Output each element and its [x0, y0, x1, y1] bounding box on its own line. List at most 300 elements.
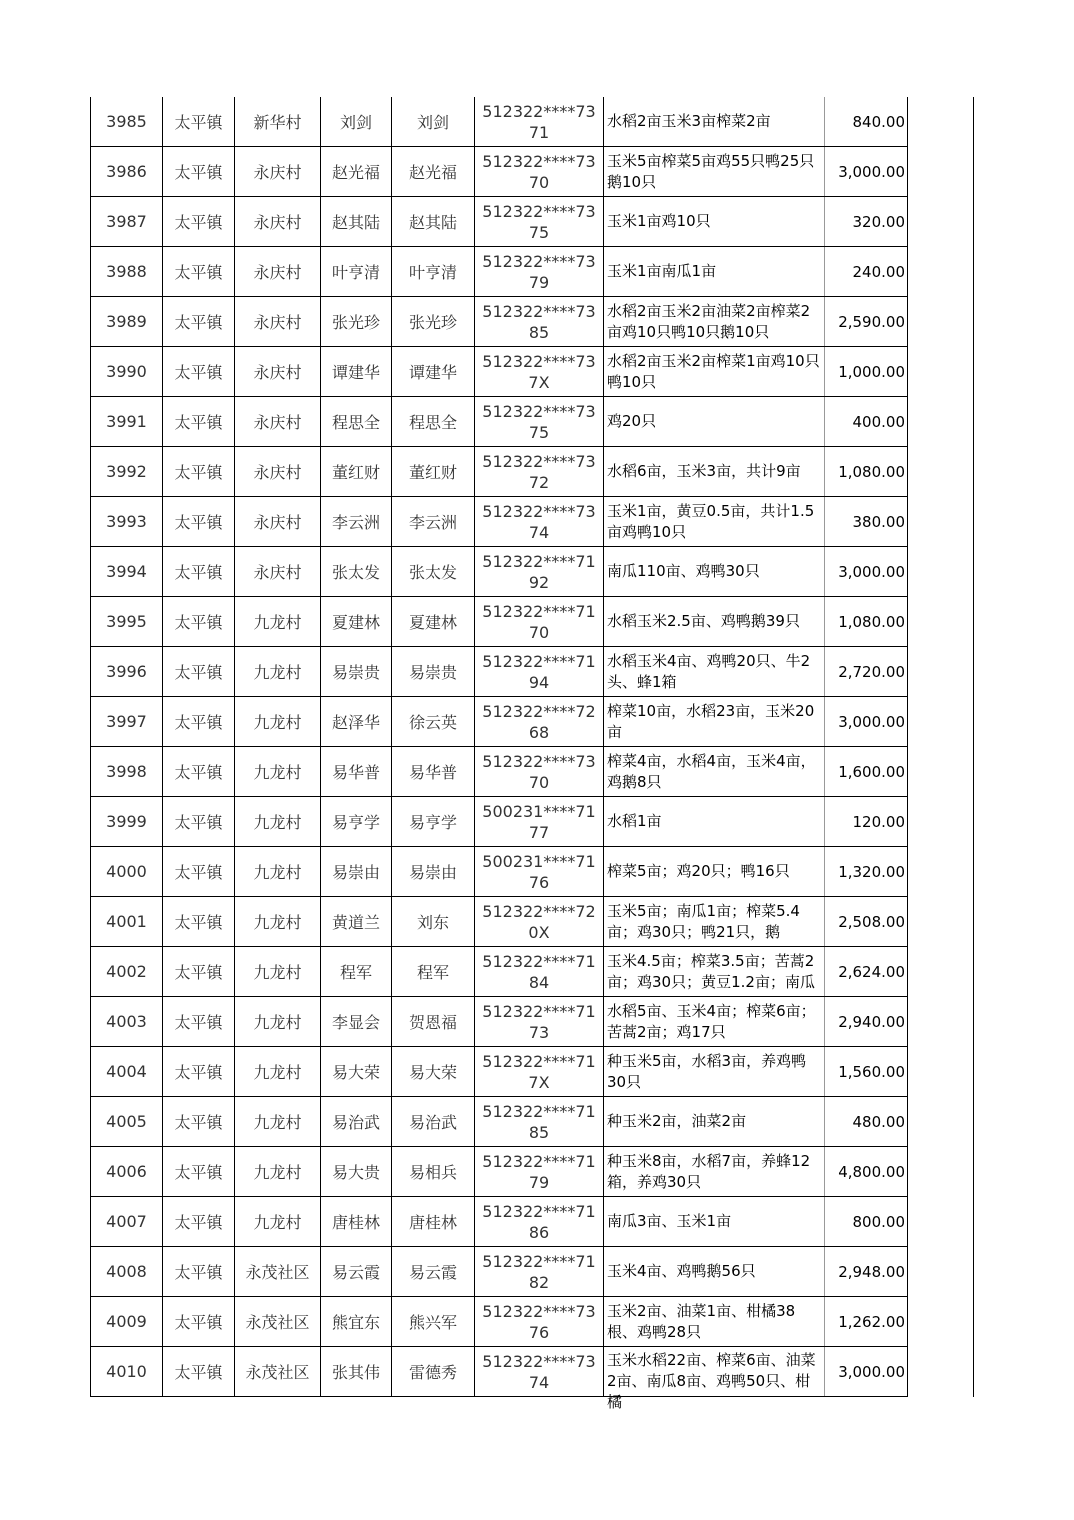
household-head-cell: 李云洲 — [321, 497, 392, 547]
blank-cell — [908, 597, 974, 647]
id-number-line1: 512322****73 — [482, 1351, 596, 1371]
id-number-line1: 512322****73 — [482, 451, 596, 471]
amount-cell: 1,560.00 — [825, 1047, 908, 1097]
id-number-line2: 85 — [528, 322, 550, 342]
production-description-cell — [604, 97, 825, 147]
id-number-line1: 512322****71 — [482, 1001, 596, 1021]
blank-cell — [908, 197, 974, 247]
recipient-name-cell: 董红财 — [392, 447, 475, 497]
table-row — [91, 997, 974, 1047]
village-cell: 永庆村 — [235, 197, 321, 247]
id-number-cell — [475, 1297, 604, 1347]
blank-cell — [908, 297, 974, 347]
blank-cell — [908, 247, 974, 297]
town-cell: 太平镇 — [163, 897, 235, 947]
id-number-line2: 72 — [528, 472, 550, 492]
table-row — [91, 1097, 974, 1147]
serial-number-cell: 3987 — [91, 197, 163, 247]
household-head-cell: 董红财 — [321, 447, 392, 497]
id-number-cell — [475, 747, 604, 797]
table-row — [91, 1047, 974, 1097]
town-cell: 太平镇 — [163, 1247, 235, 1297]
village-cell: 九龙村 — [235, 1147, 321, 1197]
recipient-name-cell: 易云霞 — [392, 1247, 475, 1297]
village-cell: 九龙村 — [235, 647, 321, 697]
id-number-line1: 512322****71 — [482, 1251, 596, 1271]
village-cell: 九龙村 — [235, 597, 321, 647]
production-description-cell — [604, 397, 825, 447]
serial-number-cell: 4010 — [91, 1347, 163, 1397]
production-description-cell — [604, 347, 825, 397]
serial-number-cell: 4006 — [91, 1147, 163, 1197]
blank-cell — [908, 347, 974, 397]
id-number-line2: 7X — [528, 1072, 550, 1092]
household-head-cell: 易崇贵 — [321, 647, 392, 697]
recipient-name-cell: 李云洲 — [392, 497, 475, 547]
table-row — [91, 697, 974, 747]
id-number-line1: 512322****71 — [482, 1101, 596, 1121]
id-number-line1: 512322****73 — [482, 1301, 596, 1321]
household-head-cell: 程思全 — [321, 397, 392, 447]
serial-number-cell: 3996 — [91, 647, 163, 697]
serial-number-cell: 3986 — [91, 147, 163, 197]
production-description-text: 玉米1亩南瓜1亩 — [607, 262, 717, 280]
serial-number-cell: 3992 — [91, 447, 163, 497]
recipient-name-cell: 唐桂林 — [392, 1197, 475, 1247]
table-row — [91, 897, 974, 947]
production-description-cell — [604, 697, 825, 747]
id-number-line2: 79 — [528, 272, 550, 292]
id-number-cell — [475, 647, 604, 697]
recipient-name-cell: 张太发 — [392, 547, 475, 597]
village-cell: 九龙村 — [235, 1097, 321, 1147]
table-row — [91, 1297, 974, 1347]
serial-number-cell: 3997 — [91, 697, 163, 747]
id-number-line1: 500231****71 — [482, 851, 596, 871]
village-cell: 永庆村 — [235, 497, 321, 547]
id-number-line2: 0X — [528, 922, 550, 942]
amount-cell: 2,624.00 — [825, 947, 908, 997]
blank-cell — [908, 1097, 974, 1147]
production-description-cell — [604, 1097, 825, 1147]
serial-number-cell: 3993 — [91, 497, 163, 547]
recipient-name-cell: 贺恩福 — [392, 997, 475, 1047]
town-cell: 太平镇 — [163, 1147, 235, 1197]
table-row — [91, 397, 974, 447]
household-head-cell: 易华普 — [321, 747, 392, 797]
production-description-text: 水稻玉米4亩、鸡鸭20只、牛2头、蜂1箱 — [607, 651, 811, 691]
id-number-cell — [475, 997, 604, 1047]
production-description-text: 玉米4亩、鸡鸭鹅56只 — [607, 1262, 756, 1280]
production-description-text: 水稻1亩 — [607, 812, 662, 830]
town-cell: 太平镇 — [163, 247, 235, 297]
production-description-text: 玉米4.5亩；榨菜3.5亩；苦蒿2亩；鸡30只；黄豆1.2亩；南瓜 — [607, 951, 815, 991]
production-description-cell — [604, 297, 825, 347]
id-number-line2: 70 — [528, 772, 550, 792]
town-cell: 太平镇 — [163, 547, 235, 597]
amount-cell: 4,800.00 — [825, 1147, 908, 1197]
table-body — [91, 97, 974, 1411]
table-row — [91, 747, 974, 797]
id-number-line2: 94 — [528, 672, 550, 692]
table-row — [91, 647, 974, 697]
blank-cell — [908, 997, 974, 1047]
serial-number-cell: 4007 — [91, 1197, 163, 1247]
production-description-text: 玉米5亩；南瓜1亩；榨菜5.4亩；鸡30只；鸭21只，鹅 — [607, 901, 800, 941]
id-number-cell — [475, 1097, 604, 1147]
production-description-text: 玉米水稻22亩、榨菜6亩、油菜2亩、南瓜8亩、鸡鸭50只、柑橘 — [607, 1350, 816, 1411]
amount-cell: 3,000.00 — [825, 697, 908, 747]
production-description-text: 南瓜110亩、鸡鸭30只 — [607, 562, 760, 580]
id-number-line1: 512322****73 — [482, 301, 596, 321]
table-row — [91, 947, 974, 997]
village-cell: 永庆村 — [235, 447, 321, 497]
amount-cell: 2,720.00 — [825, 647, 908, 697]
id-number-cell — [475, 797, 604, 847]
town-cell: 太平镇 — [163, 747, 235, 797]
household-head-cell: 易大贵 — [321, 1147, 392, 1197]
recipient-name-cell: 程军 — [392, 947, 475, 997]
production-description-text: 玉米2亩、油菜1亩、柑橘38根、鸡鸭28只 — [607, 1301, 796, 1341]
id-number-line1: 512322****73 — [482, 401, 596, 421]
production-description-cell — [604, 1297, 825, 1347]
amount-cell: 3,000.00 — [825, 147, 908, 197]
id-number-line2: 68 — [528, 722, 550, 742]
village-cell: 新华村 — [235, 97, 321, 147]
blank-cell — [908, 847, 974, 897]
table-row — [91, 847, 974, 897]
recipient-name-cell: 易崇贵 — [392, 647, 475, 697]
household-head-cell: 易大荣 — [321, 1047, 392, 1097]
town-cell: 太平镇 — [163, 1297, 235, 1347]
town-cell: 太平镇 — [163, 847, 235, 897]
id-number-line2: 70 — [528, 172, 550, 192]
household-head-cell: 易亨学 — [321, 797, 392, 847]
village-cell: 九龙村 — [235, 1197, 321, 1247]
blank-cell — [908, 447, 974, 497]
id-number-cell — [475, 1047, 604, 1097]
id-number-line1: 500231****71 — [482, 801, 596, 821]
table-row — [91, 447, 974, 497]
amount-cell: 1,262.00 — [825, 1297, 908, 1347]
serial-number-cell: 4000 — [91, 847, 163, 897]
village-cell: 永庆村 — [235, 247, 321, 297]
recipient-name-cell: 易崇由 — [392, 847, 475, 897]
id-number-cell — [475, 1347, 604, 1397]
production-description-cell — [604, 1247, 825, 1297]
household-head-cell: 易云霞 — [321, 1247, 392, 1297]
production-description-text: 水稻6亩，玉米3亩，共计9亩 — [607, 462, 801, 480]
recipient-name-cell: 刘剑 — [392, 97, 475, 147]
town-cell: 太平镇 — [163, 447, 235, 497]
id-number-line2: 74 — [528, 522, 550, 542]
town-cell: 太平镇 — [163, 1197, 235, 1247]
id-number-cell — [475, 297, 604, 347]
serial-number-cell: 3988 — [91, 247, 163, 297]
recipient-name-cell: 夏建林 — [392, 597, 475, 647]
recipient-name-cell: 易亨学 — [392, 797, 475, 847]
id-number-line1: 512322****71 — [482, 1051, 596, 1071]
production-description-text: 南瓜3亩、玉米1亩 — [607, 1212, 732, 1230]
serial-number-cell: 3999 — [91, 797, 163, 847]
id-number-line2: 71 — [528, 122, 550, 142]
id-number-cell — [475, 847, 604, 897]
production-description-cell — [604, 647, 825, 697]
blank-cell — [908, 1347, 974, 1397]
household-head-cell: 易崇由 — [321, 847, 392, 897]
serial-number-cell: 3990 — [91, 347, 163, 397]
town-cell: 太平镇 — [163, 497, 235, 547]
id-number-line1: 512322****73 — [482, 201, 596, 221]
serial-number-cell: 3989 — [91, 297, 163, 347]
production-description-text: 水稻2亩玉米2亩榨菜1亩鸡10只鸭10只 — [607, 351, 820, 391]
household-head-cell: 谭建华 — [321, 347, 392, 397]
household-head-cell: 赵泽华 — [321, 697, 392, 747]
blank-cell — [908, 1297, 974, 1347]
amount-cell: 1,000.00 — [825, 347, 908, 397]
household-head-cell: 夏建林 — [321, 597, 392, 647]
id-number-line1: 512322****72 — [482, 701, 596, 721]
table-row — [91, 497, 974, 547]
serial-number-cell: 4005 — [91, 1097, 163, 1147]
household-head-cell: 刘剑 — [321, 97, 392, 147]
village-cell: 永庆村 — [235, 147, 321, 197]
id-number-line2: 82 — [528, 1272, 550, 1292]
table-row — [91, 1147, 974, 1197]
recipient-name-cell: 赵光福 — [392, 147, 475, 197]
production-description-text: 种玉米5亩，水稻3亩，养鸡鸭30只 — [607, 1051, 807, 1091]
production-description-cell — [604, 847, 825, 897]
town-cell: 太平镇 — [163, 697, 235, 747]
blank-cell — [908, 1047, 974, 1097]
town-cell: 太平镇 — [163, 997, 235, 1047]
village-cell: 永茂社区 — [235, 1297, 321, 1347]
village-cell: 永庆村 — [235, 547, 321, 597]
id-number-cell — [475, 897, 604, 947]
household-head-cell: 张其伟 — [321, 1347, 392, 1397]
blank-cell — [908, 1147, 974, 1197]
serial-number-cell: 4003 — [91, 997, 163, 1047]
table-row — [91, 297, 974, 347]
id-number-line2: 76 — [528, 1322, 550, 1342]
id-number-line1: 512322****73 — [482, 351, 596, 371]
town-cell: 太平镇 — [163, 347, 235, 397]
id-number-line1: 512322****71 — [482, 951, 596, 971]
household-head-cell: 赵光福 — [321, 147, 392, 197]
id-number-cell — [475, 347, 604, 397]
id-number-cell — [475, 1197, 604, 1247]
table-row — [91, 1247, 974, 1297]
serial-number-cell: 3995 — [91, 597, 163, 647]
production-description-cell — [604, 1197, 825, 1247]
id-number-line2: 7X — [528, 372, 550, 392]
village-cell: 永庆村 — [235, 347, 321, 397]
production-description-text: 水稻2亩玉米3亩榨菜2亩 — [607, 112, 771, 130]
blank-cell — [908, 1197, 974, 1247]
id-number-line1: 512322****71 — [482, 1151, 596, 1171]
id-number-line2: 85 — [528, 1122, 550, 1142]
recipient-name-cell: 程思全 — [392, 397, 475, 447]
production-description-text: 水稻5亩、玉米4亩；榨菜6亩；苦蒿2亩；鸡17只 — [607, 1001, 816, 1041]
subsidy-table — [90, 97, 974, 1411]
production-description-cell — [604, 597, 825, 647]
id-number-line1: 512322****72 — [482, 901, 596, 921]
amount-cell: 400.00 — [825, 397, 908, 447]
id-number-line2: 77 — [528, 822, 550, 842]
household-head-cell: 熊宜东 — [321, 1297, 392, 1347]
town-cell: 太平镇 — [163, 297, 235, 347]
id-number-cell — [475, 547, 604, 597]
town-cell: 太平镇 — [163, 947, 235, 997]
id-number-line1: 512322****71 — [482, 601, 596, 621]
table-row — [91, 247, 974, 297]
production-description-cell — [604, 447, 825, 497]
production-description-text: 榨菜4亩，水稻4亩，玉米4亩，鸡鹅8只 — [607, 751, 816, 791]
village-cell: 九龙村 — [235, 897, 321, 947]
blank-cell — [908, 947, 974, 997]
serial-number-cell: 4001 — [91, 897, 163, 947]
production-description-cell — [604, 897, 825, 947]
id-number-line2: 75 — [528, 222, 550, 242]
amount-cell: 2,940.00 — [825, 997, 908, 1047]
amount-cell: 1,320.00 — [825, 847, 908, 897]
production-description-text: 种玉米8亩，水稻7亩，养蜂12箱，养鸡30只 — [607, 1151, 811, 1191]
amount-cell: 1,080.00 — [825, 447, 908, 497]
subsidy-table-sheet — [90, 97, 974, 1411]
production-description-cell — [604, 1047, 825, 1097]
blank-cell — [908, 647, 974, 697]
amount-cell: 840.00 — [825, 97, 908, 147]
production-description-text: 榨菜5亩；鸡20只；鸭16只 — [607, 862, 790, 880]
recipient-name-cell: 易华普 — [392, 747, 475, 797]
recipient-name-cell: 熊兴军 — [392, 1297, 475, 1347]
table-row — [91, 597, 974, 647]
blank-cell — [908, 747, 974, 797]
production-description-cell — [604, 1347, 825, 1411]
village-cell: 九龙村 — [235, 697, 321, 747]
blank-cell — [908, 397, 974, 447]
recipient-name-cell: 张光珍 — [392, 297, 475, 347]
id-number-line1: 512322****73 — [482, 251, 596, 271]
recipient-name-cell: 叶亨清 — [392, 247, 475, 297]
id-number-cell — [475, 697, 604, 747]
production-description-cell — [604, 797, 825, 847]
recipient-name-cell: 赵其陆 — [392, 197, 475, 247]
id-number-cell — [475, 497, 604, 547]
amount-cell: 1,080.00 — [825, 597, 908, 647]
serial-number-cell: 4008 — [91, 1247, 163, 1297]
id-number-line2: 73 — [528, 1022, 550, 1042]
village-cell: 九龙村 — [235, 1047, 321, 1097]
production-description-cell — [604, 147, 825, 197]
id-number-cell — [475, 947, 604, 997]
household-head-cell: 唐桂林 — [321, 1197, 392, 1247]
id-number-line2: 74 — [528, 1372, 550, 1392]
recipient-name-cell: 易大荣 — [392, 1047, 475, 1097]
household-head-cell: 张光珍 — [321, 297, 392, 347]
town-cell: 太平镇 — [163, 197, 235, 247]
id-number-line2: 76 — [528, 872, 550, 892]
village-cell: 九龙村 — [235, 847, 321, 897]
id-number-line2: 92 — [528, 572, 550, 592]
town-cell: 太平镇 — [163, 1347, 235, 1397]
production-description-text: 水稻玉米2.5亩、鸡鸭鹅39只 — [607, 612, 800, 630]
household-head-cell: 黄道兰 — [321, 897, 392, 947]
village-cell: 九龙村 — [235, 747, 321, 797]
id-number-cell — [475, 1247, 604, 1297]
production-description-text: 玉米5亩榨菜5亩鸡55只鸭25只鹅10只 — [607, 151, 815, 191]
town-cell: 太平镇 — [163, 1047, 235, 1097]
id-number-cell — [475, 397, 604, 447]
production-description-cell — [604, 947, 825, 997]
household-head-cell: 张太发 — [321, 547, 392, 597]
table-row — [91, 347, 974, 397]
id-number-line1: 512322****71 — [482, 1201, 596, 1221]
amount-cell: 240.00 — [825, 247, 908, 297]
id-number-line1: 512322****73 — [482, 501, 596, 521]
table-row — [91, 197, 974, 247]
serial-number-cell: 3994 — [91, 547, 163, 597]
village-cell: 九龙村 — [235, 997, 321, 1047]
production-description-cell — [604, 497, 825, 547]
id-number-line1: 512322****71 — [482, 651, 596, 671]
amount-cell: 1,600.00 — [825, 747, 908, 797]
village-cell: 永庆村 — [235, 297, 321, 347]
production-description-text: 水稻2亩玉米2亩油菜2亩榨菜2亩鸡10只鸭10只鹅10只 — [607, 301, 811, 341]
household-head-cell: 李显会 — [321, 997, 392, 1047]
id-number-line1: 512322****71 — [482, 551, 596, 571]
household-head-cell: 程军 — [321, 947, 392, 997]
table-row — [91, 147, 974, 197]
id-number-cell — [475, 597, 604, 647]
serial-number-cell: 4009 — [91, 1297, 163, 1347]
household-head-cell: 赵其陆 — [321, 197, 392, 247]
town-cell: 太平镇 — [163, 797, 235, 847]
id-number-line1: 512322****73 — [482, 151, 596, 171]
village-cell: 九龙村 — [235, 797, 321, 847]
production-description-text: 玉米1亩，黄豆0.5亩，共计1.5亩鸡鸭10只 — [607, 501, 815, 541]
village-cell: 九龙村 — [235, 947, 321, 997]
id-number-cell — [475, 97, 604, 147]
household-head-cell: 易治武 — [321, 1097, 392, 1147]
amount-cell: 480.00 — [825, 1097, 908, 1147]
blank-cell — [908, 497, 974, 547]
blank-cell — [908, 797, 974, 847]
serial-number-cell: 3998 — [91, 747, 163, 797]
recipient-name-cell: 谭建华 — [392, 347, 475, 397]
amount-cell: 2,590.00 — [825, 297, 908, 347]
amount-cell: 380.00 — [825, 497, 908, 547]
serial-number-cell: 4002 — [91, 947, 163, 997]
id-number-line2: 84 — [528, 972, 550, 992]
amount-cell: 2,948.00 — [825, 1247, 908, 1297]
production-description-cell — [604, 197, 825, 247]
town-cell: 太平镇 — [163, 597, 235, 647]
production-description-text: 鸡20只 — [607, 412, 657, 430]
town-cell: 太平镇 — [163, 647, 235, 697]
blank-cell — [908, 547, 974, 597]
amount-cell: 320.00 — [825, 197, 908, 247]
town-cell: 太平镇 — [163, 1097, 235, 1147]
id-number-cell — [475, 147, 604, 197]
recipient-name-cell: 易相兵 — [392, 1147, 475, 1197]
production-description-cell — [604, 247, 825, 297]
recipient-name-cell: 刘东 — [392, 897, 475, 947]
id-number-line2: 75 — [528, 422, 550, 442]
production-description-text: 榨菜10亩，水稻23亩，玉米20亩 — [607, 701, 815, 741]
table-row — [91, 1197, 974, 1247]
blank-cell — [908, 1247, 974, 1297]
